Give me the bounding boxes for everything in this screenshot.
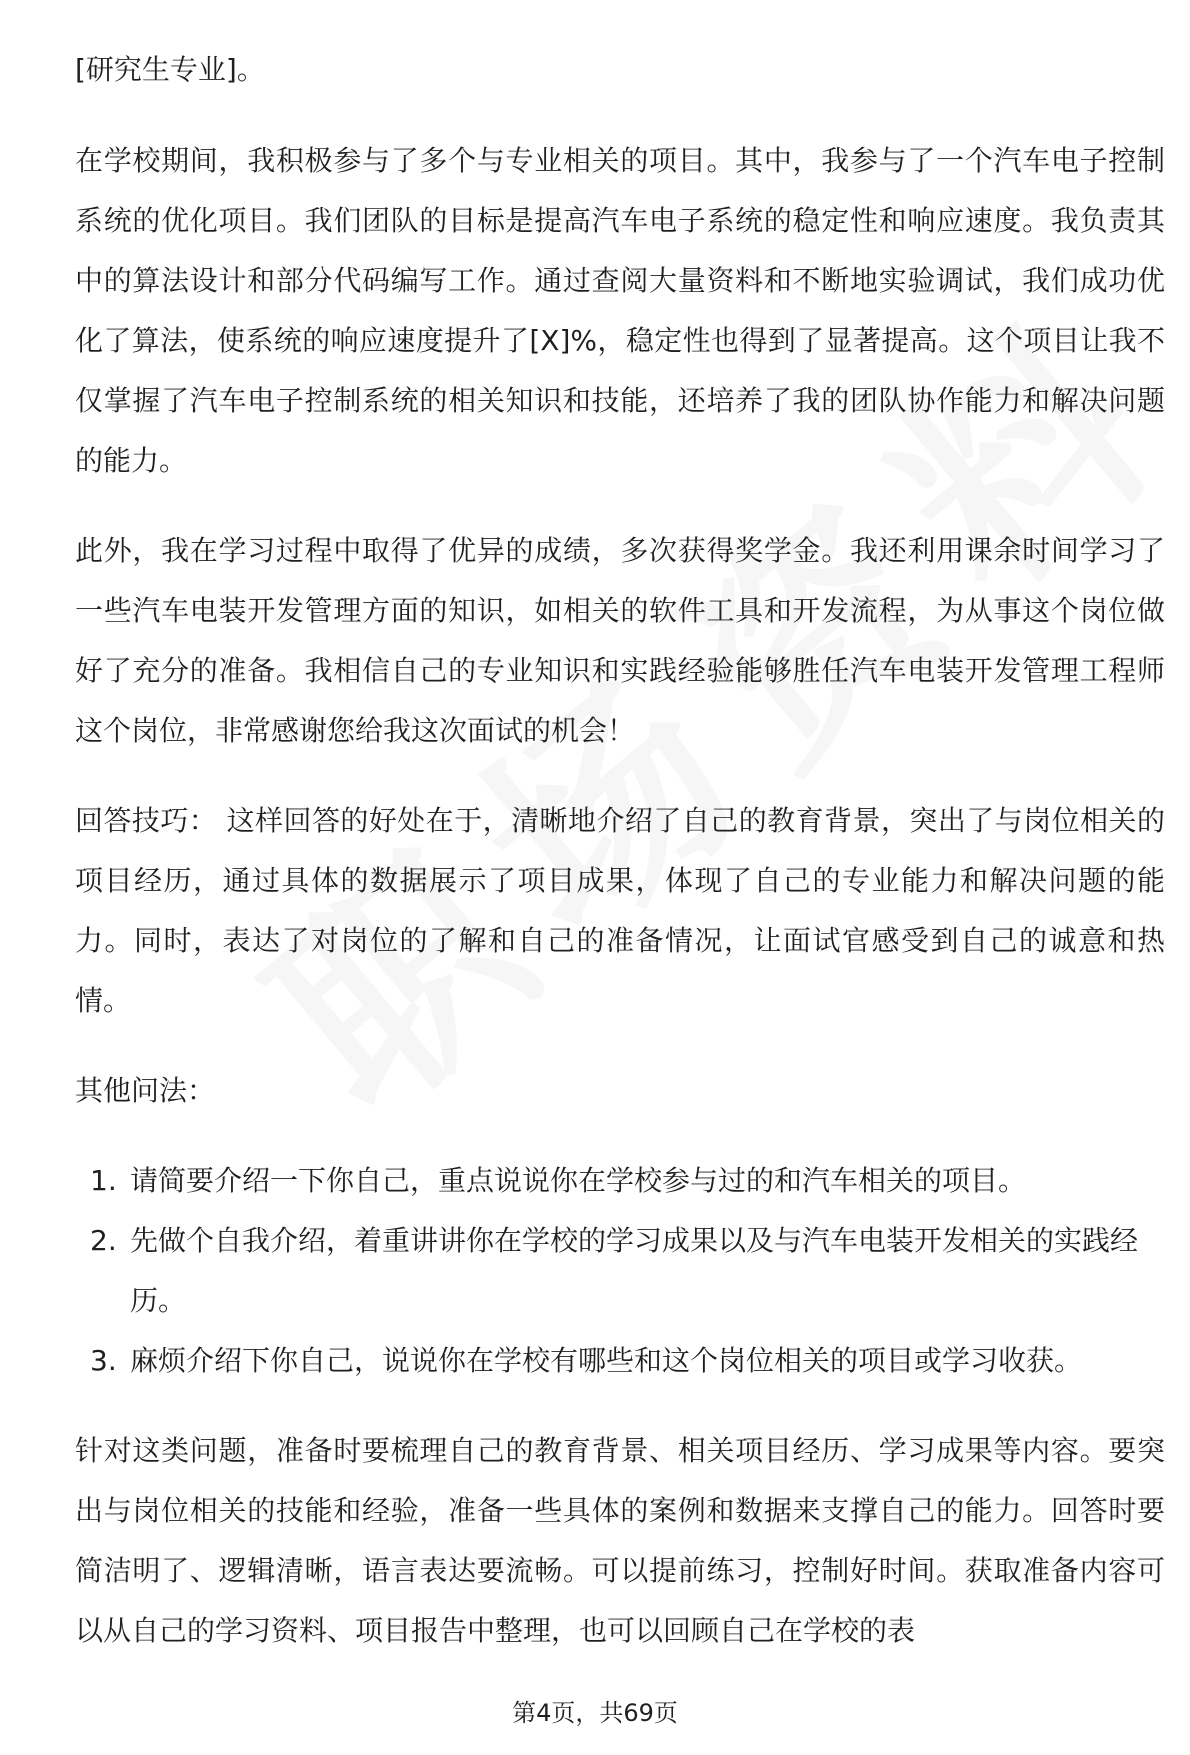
list-item-text: 先做个自我介绍，着重讲讲你在学校的学习成果以及与汽车电装开发相关的实践经历。 [130, 1224, 1139, 1317]
list-item [75, 1331, 1165, 1391]
other-questions-list [75, 1151, 1165, 1391]
list-item-number: 3. [90, 1344, 117, 1377]
page-content [75, 40, 1165, 1661]
list-item [75, 1211, 1165, 1331]
paragraph-other-questions-heading: 其他问法： [75, 1074, 216, 1107]
paragraph-preparation-advice: 针对这类问题，准备时要梳理自己的教育背景、相关项目经历、学习成果等内容。要突出与岗位相关的技能和经验，准备一些具体的案例和数据来支撑自己的能力。回答时要简洁明了、逻辑清晰，语言表达要流畅。可以提前练习，控制好时间。获取准备内容可以从自己的学习资料、项目报告中整理，也可以回顾自己在学校的表 [75, 1434, 1165, 1647]
paragraph-project: 在学校期间，我积极参与了多个与专业相关的项目。其中，我参与了一个汽车电子控制系统的优化项目。我们团队的目标是提高汽车电子系统的稳定性和响应速度。我负责其中的算法设计和部分代码编写工作。通过查阅大量资料和不断地实验调试，我们成功优化了算法，使系统的响应速度提升了[X]%，稳定性也得到了显著提高。这个项目让我不仅掌握了汽车电子控制系统的相关知识和技能，还培养了我的团队协作能力和解决问题的能力。 [75, 144, 1165, 477]
page-number-footer: 第4页，共69页 [512, 1699, 678, 1727]
list-item-text: 麻烦介绍下你自己，说说你在学校有哪些和这个岗位相关的项目或学习收获。 [130, 1344, 1083, 1377]
paragraph-answer-tips: 回答技巧： 这样回答的好处在于，清晰地介绍了自己的教育背景，突出了与岗位相关的项目经历，通过具体的数据展示了项目成果，体现了自己的专业能力和解决问题的能力。同时，表达了对岗位的了解和自己的准备情况，让面试官感受到自己的诚意和热情。 [75, 804, 1165, 1017]
list-item-number: 2. [90, 1224, 117, 1257]
paragraph-achievements: 此外，我在学习过程中取得了优异的成绩，多次获得奖学金。我还利用课余时间学习了一些汽车电装开发管理方面的知识，如相关的软件工具和开发流程，为从事这个岗位做好了充分的准备。我相信自己的专业知识和实践经验能够胜任汽车电装开发管理工程师这个岗位，非常感谢您给我这次面试的机会！ [75, 534, 1165, 747]
paragraph-major: [研究生专业]。 [75, 53, 265, 86]
list-item-text: 请简要介绍一下你自己，重点说说你在学校参与过的和汽车相关的项目。 [130, 1164, 1027, 1197]
list-item [75, 1151, 1165, 1211]
list-item-number: 1. [90, 1164, 117, 1197]
